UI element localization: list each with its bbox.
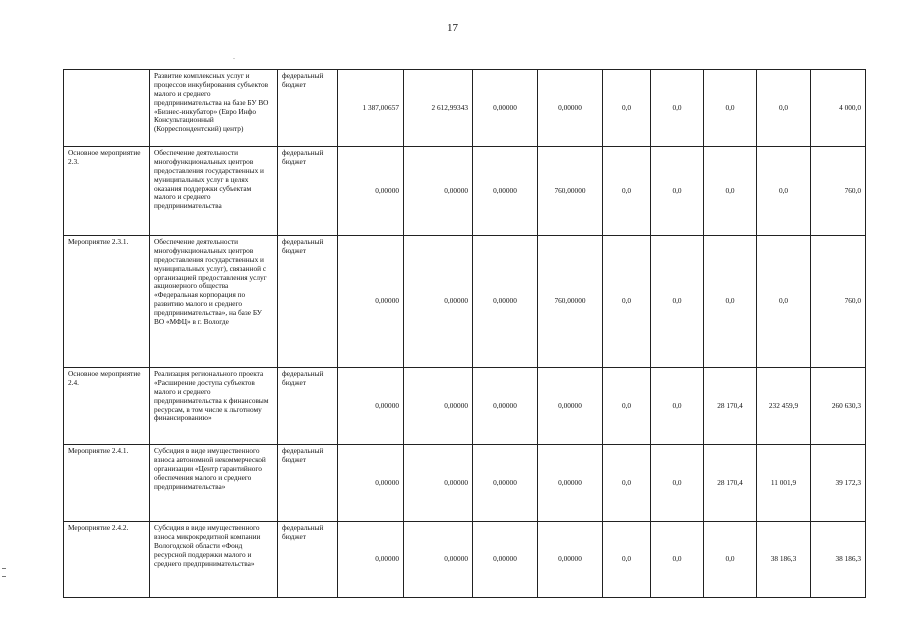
table-row bbox=[64, 70, 866, 147]
activity-code bbox=[64, 70, 150, 147]
value-cell: 0,0 bbox=[603, 70, 651, 147]
value-cell: 0,0 bbox=[603, 147, 651, 236]
value-cell: 0,00000 bbox=[538, 522, 603, 598]
value-cell: 0,00000 bbox=[473, 236, 538, 368]
value-cell: 0,00000 bbox=[473, 445, 538, 522]
funding-source: федеральный бюджет bbox=[278, 445, 338, 522]
value-cell: 0,00000 bbox=[538, 445, 603, 522]
value-cell: 0,00000 bbox=[338, 147, 404, 236]
value-cell: 0,00000 bbox=[404, 236, 473, 368]
value-cell: 0,00000 bbox=[473, 70, 538, 147]
activity-name: Субсидия в виде имущественного взноса микрокредитной компании Вологодской области «Фонд ресурсной поддержки малого и среднего предпринимательства» bbox=[150, 522, 278, 598]
value-cell: 0,0 bbox=[757, 70, 811, 147]
value-cell: 0,0 bbox=[603, 368, 651, 445]
table-row bbox=[64, 368, 866, 445]
value-cell: 38 186,3 bbox=[757, 522, 811, 598]
value-cell: 0,0 bbox=[704, 522, 757, 598]
value-cell: 0,00000 bbox=[473, 147, 538, 236]
funding-source: федеральный бюджет bbox=[278, 368, 338, 445]
value-cell: 0,00000 bbox=[404, 445, 473, 522]
value-cell: 11 001,9 bbox=[757, 445, 811, 522]
activity-name: Развитие комплексных услуг и процессов инкубирования субъектов малого и среднего предпринимательства на базе БУ ВО «Бизнес-инкубатор» (Евро Инфо Консультационный (Корреспондентский) центр) bbox=[150, 70, 278, 147]
value-cell: 0,0 bbox=[757, 147, 811, 236]
activity-code: Основное мероприятие 2.4. bbox=[64, 368, 150, 445]
total-cell: 760,0 bbox=[811, 147, 866, 236]
edge-mark bbox=[2, 568, 6, 569]
table-row bbox=[64, 236, 866, 368]
value-cell: 0,0 bbox=[704, 236, 757, 368]
activity-code: Мероприятие 2.4.2. bbox=[64, 522, 150, 598]
value-cell: 0,0 bbox=[651, 147, 704, 236]
value-cell: 0,0 bbox=[651, 445, 704, 522]
activity-name: Субсидия в виде имущественного взноса автономной некоммерческой организации «Центр гарантийного обеспечения малого и среднего предпринимательства» bbox=[150, 445, 278, 522]
value-cell: 0,0 bbox=[603, 522, 651, 598]
value-cell: 0,00000 bbox=[538, 368, 603, 445]
activity-name: Обеспечение деятельности многофункциональных центров предоставления государственных и муниципальных услуг), связанной с организацией предоставления услуг акционерного общества «Федеральная корпорация по развитию малого и среднего предпринимательства», на базе БУ ВО «МФЦ» в г. Вологде bbox=[150, 236, 278, 368]
value-cell: 0,0 bbox=[757, 236, 811, 368]
total-cell: 260 630,3 bbox=[811, 368, 866, 445]
value-cell: 0,00000 bbox=[404, 522, 473, 598]
value-cell: 0,00000 bbox=[404, 368, 473, 445]
funding-source: федеральный бюджет bbox=[278, 522, 338, 598]
activity-name: Реализация регионального проекта «Расширение доступа субъектов малого и среднего предпринимательства к финансовым ресурсам, в том числе к льготному финансированию» bbox=[150, 368, 278, 445]
value-cell: 0,00000 bbox=[538, 70, 603, 147]
value-cell: 0,0 bbox=[704, 70, 757, 147]
scan-mark: . bbox=[233, 52, 235, 61]
value-cell: 0,00000 bbox=[404, 147, 473, 236]
total-cell: 39 172,3 bbox=[811, 445, 866, 522]
total-cell: 760,0 bbox=[811, 236, 866, 368]
activity-code: Мероприятие 2.3.1. bbox=[64, 236, 150, 368]
total-cell: 4 000,0 bbox=[811, 70, 866, 147]
value-cell: 0,00000 bbox=[338, 522, 404, 598]
value-cell: 0,0 bbox=[651, 70, 704, 147]
total-cell: 38 186,3 bbox=[811, 522, 866, 598]
value-cell: 0,00000 bbox=[338, 445, 404, 522]
value-cell: 0,0 bbox=[651, 522, 704, 598]
value-cell: 1 387,00657 bbox=[338, 70, 404, 147]
activity-name: Обеспечение деятельности многофункциональных центров предоставления государственных и муниципальных услуг в целях оказания поддержки субъектам малого и среднего предпринимательства bbox=[150, 147, 278, 236]
funding-source: федеральный бюджет bbox=[278, 147, 338, 236]
value-cell: 232 459,9 bbox=[757, 368, 811, 445]
value-cell: 2 612,99343 bbox=[404, 70, 473, 147]
value-cell: 0,00000 bbox=[338, 368, 404, 445]
value-cell: 760,00000 bbox=[538, 147, 603, 236]
value-cell: 0,0 bbox=[651, 368, 704, 445]
budget-table bbox=[63, 69, 866, 598]
edge-mark bbox=[2, 576, 6, 577]
page-number: 17 bbox=[447, 22, 458, 34]
funding-source: федеральный бюджет bbox=[278, 70, 338, 147]
value-cell: 0,0 bbox=[603, 445, 651, 522]
value-cell: 0,0 bbox=[704, 147, 757, 236]
value-cell: 760,00000 bbox=[538, 236, 603, 368]
value-cell: 0,00000 bbox=[473, 522, 538, 598]
table-row bbox=[64, 522, 866, 598]
funding-source: федеральный бюджет bbox=[278, 236, 338, 368]
activity-code: Основное мероприятие 2.3. bbox=[64, 147, 150, 236]
value-cell: 0,00000 bbox=[338, 236, 404, 368]
value-cell: 0,00000 bbox=[473, 368, 538, 445]
value-cell: 28 170,4 bbox=[704, 368, 757, 445]
table-row bbox=[64, 147, 866, 236]
table-row bbox=[64, 445, 866, 522]
value-cell: 28 170,4 bbox=[704, 445, 757, 522]
value-cell: 0,0 bbox=[651, 236, 704, 368]
activity-code: Мероприятие 2.4.1. bbox=[64, 445, 150, 522]
value-cell: 0,0 bbox=[603, 236, 651, 368]
